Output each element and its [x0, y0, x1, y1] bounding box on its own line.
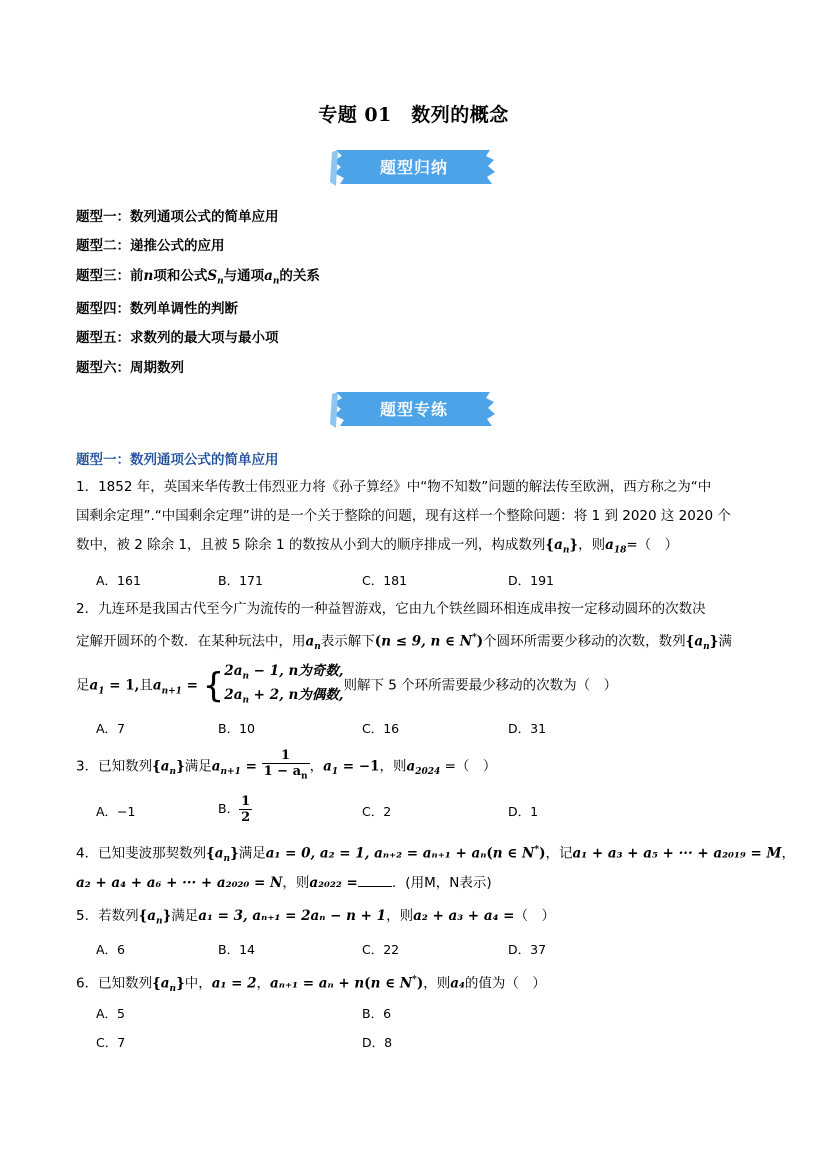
- q2-option-a[interactable]: A．7: [96, 721, 126, 736]
- q2-cases: $2a_n - 1$, n为奇数, $2a_n + 2$, n为偶数,: [224, 663, 344, 706]
- q6-option-d[interactable]: D．8: [362, 1035, 393, 1050]
- q1-option-c[interactable]: C．181: [362, 573, 408, 588]
- q5-option-d[interactable]: D．37: [508, 942, 547, 957]
- q4-line2: a₂ + a₄ + a₆ + ··· + a₂₀₂₀ = N，则a₂₀₂₂ = ．(用M，N表示): [76, 875, 492, 891]
- q4-line1: 4．已知斐波那契数列$\{a_n\}$满足a₁ = 0, a₂ = 1, aₙ₊₂ = aₙ₊₁ + aₙ(n ∈ N*)，记a₁ + a₃ + a₅ + ··· + a₂₀₁₉ = M，: [76, 845, 795, 865]
- q1-line3: 数中，被 2 除余 1，且被 5 除余 1 的数按从小到大的顺序排成一列，构成数列$\{a_n\}$，则$a_{18}=$（ ）: [76, 537, 679, 556]
- q1-line2: 国剩余定理”.“中国剩余定理”讲的是一个关于整除的问题，现有这样一个整除问题：将 1 到 2020 这 2020 个: [76, 508, 731, 524]
- q2-option-d[interactable]: D．31: [508, 721, 547, 736]
- q1-option-d[interactable]: D．191: [508, 573, 554, 588]
- q5-line: 5．若数列$\{a_n\}$满足a₁ = 3, aₙ₊₁ = 2aₙ − n + 1，则a₂ + a₃ + a₄ =（ ）: [76, 908, 555, 927]
- answer-blank[interactable]: [358, 874, 392, 887]
- q6-option-c[interactable]: C．7: [96, 1035, 126, 1050]
- q2-line1: 2．九连环是我国古代至今广为流传的一种益智游戏，它由九个铁丝圆环相连成串按一定移动圆环的次数决: [76, 601, 706, 617]
- q3-fraction: $\frac{1}{1 - a_n}$: [263, 748, 308, 782]
- q6-line: 6．已知数列$\{a_n\}$中，a₁ = 2，aₙ₊₁ = aₙ + n(n ∈ N*)，则a₄的值为（ ）: [76, 975, 546, 995]
- toc-item-5: 题型五：求数列的最大项与最小项: [76, 330, 279, 346]
- section-banner-practice: [330, 388, 498, 432]
- q2-option-b[interactable]: B．10: [218, 721, 255, 736]
- q2-line3: 足$a_1 = 1$,且$a_{n+1}$ = { $2a_n - 1$, n为奇数, $2a_n + 2$, n为偶数, 则解下 5 个环所需要最少移动的次数为（ ）: [76, 662, 617, 709]
- q3-option-a[interactable]: A．−1: [96, 804, 136, 819]
- toc-item-1: 题型一：数列通项公式的简单应用: [76, 209, 279, 225]
- q5-option-b[interactable]: B．14: [218, 942, 255, 957]
- q2-line2: 定解开圆环的个数．在某种玩法中，用$a_n$表示解下(n ≤ 9, n ∈ N*)个圆环所需要少移动的次数，数列$\{a_n\}$满: [76, 633, 732, 653]
- banner-label: 题型归纳: [379, 158, 448, 177]
- toc-item-4: 题型四：数列单调性的判断: [76, 301, 238, 317]
- q6-option-a[interactable]: A．5: [96, 1006, 126, 1021]
- q5-option-c[interactable]: C．22: [362, 942, 400, 957]
- q3-option-b[interactable]: B． $\frac{1}{2}$: [218, 794, 251, 825]
- section-heading: 题型一：数列通项公式的简单应用: [76, 452, 279, 468]
- q3-line: 3．已知数列$\{a_n\}$满足$a_{n+1}$ = $\frac{1}{1 - a_n}$ ，$a_1 = -1$，则$a_{2024}$ =（ ）: [76, 748, 496, 785]
- toc-item-3: 题型三：前n项和公式$S_n$与通项$a_n$的关系: [76, 268, 320, 287]
- q6-option-b[interactable]: B．6: [362, 1006, 392, 1021]
- page-title: 专题 01 数列的概念: [318, 104, 509, 126]
- toc-item-6: 题型六：周期数列: [76, 360, 184, 376]
- section-banner-overview: [330, 146, 498, 190]
- q2-option-c[interactable]: C．16: [362, 721, 400, 736]
- banner-label: 题型专练: [379, 400, 448, 419]
- q3-option-c[interactable]: C．2: [362, 804, 392, 819]
- q1-option-b[interactable]: B．171: [218, 573, 263, 588]
- toc-item-2: 题型二：递推公式的应用: [76, 238, 225, 254]
- q1-line1: 1．1852 年，英国来华传教士伟烈亚力将《孙子算经》中“物不知数”问题的解法传至欧洲，西方称之为“中: [76, 479, 712, 495]
- q5-option-a[interactable]: A．6: [96, 942, 126, 957]
- q3-option-d[interactable]: D．1: [508, 804, 539, 819]
- q1-option-a[interactable]: A．161: [96, 573, 141, 588]
